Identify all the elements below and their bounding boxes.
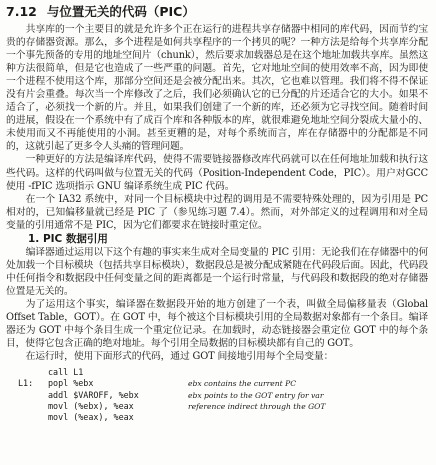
code-instruction: popl %ebx	[48, 378, 94, 389]
code-comment: reference indirect through the GOT	[188, 401, 326, 411]
code-instruction: call L1	[48, 367, 84, 378]
paragraph-ia32-calls: 在一个 IA32 系统中，对同一个目标模块中过程的调用是不需要特殊处理的，因为引用是 PC 相对的，已知偏移量就已经是 PIC 了（参见练习题 7.4）。然而，对外部定义的过程调用和对全局变量的引用通常不是 PIC，因为它们都要求在链接时重定位。	[6, 193, 428, 231]
code-line	[18, 367, 428, 378]
code-label	[18, 367, 48, 378]
assembly-code-block	[18, 367, 428, 423]
paragraph-pic-definition: 一种更好的方法是编译库代码，使得不需要链接器修改库代码就可以在任何地址加载和执行这些代码。这样的代码叫做与位置无关的代码（Position-Independent Code，PIC）。用户对GCC使用 -fPIC 选项指示 GNU 编译系统生成 PIC 代码。	[6, 154, 428, 192]
code-instruction: addl $VAROFF, %ebx	[48, 389, 139, 400]
section-title: 与位置无关的代码（PIC）	[46, 4, 195, 19]
code-instruction: movl (%ebx), %eax	[48, 400, 134, 411]
code-label: L1:	[18, 378, 34, 389]
paragraph-shared-library-purpose: 共享库的一个主要目的就是允许多个正在运行的进程共享存储器中相同的库代码，因而节约宝贵的存储器资源。那么，多个进程是如何共享程序的一个拷贝的呢？一种方法是给每个共享库分配一个事先预备的专用的地址空间片（chunk），然后要求加载器总是在这个地址加载共享库。虽然这种方法很简单，但是它也造成了一些严重的问题。首先，它对地址空间的使用效率不高，因为即使一个进程不使用这个库，那部分空间还是会被分配出来。其次，它也难以管理。我们将不得不保证没有片会重叠。每次当一个库修改了之后，我们必须确认它的已分配的片还适合它的大小。如果不适合了，必须找一个新的片。并且，如果我们创建了一个新的库，还必须为它寻找空间。随着时间的进展，假设在一个系统中有了成百个库和各种版本的库，就很难避免地址空间分裂成大量小的、未使用而又不再能使用的小洞。甚至更糟的是，对每个系统而言，库在存储器中的分配都是不同的，这就引起了更多令人头痛的管理问题。	[6, 24, 428, 153]
code-label	[18, 390, 48, 401]
code-line	[18, 390, 428, 401]
code-line	[18, 412, 428, 423]
code-comment: ebx contains the current PC	[188, 379, 296, 389]
code-line	[18, 401, 428, 412]
code-comment: ebx points to the GOT entry for var	[188, 390, 324, 400]
paragraph-data-segment-fact: 编译器通过运用以下这个有趣的事实来生成对全局变量的 PIC 引用：无论我们在存储器中的何处加载一个目标模块（包括共享目标模块），数据段总是被分配成紧随在代码段后面。因此，代码段中任何指令和数据段中任何变量之间的距离都是一个运行时常量，与代码段和数据段的绝对存储器位置是无关的。	[6, 246, 428, 297]
section-number: 7.12	[6, 4, 37, 19]
paragraph-runtime-reference: 在运行时，使用下面形式的代码，通过 GOT 间接地引用每个全局变量：	[25, 351, 334, 363]
code-label	[18, 412, 48, 423]
section-heading	[6, 4, 428, 20]
code-line	[18, 378, 428, 389]
code-label	[18, 401, 48, 412]
code-instruction: movl (%eax), %eax	[48, 411, 134, 422]
paragraph-got-description: 为了运用这个事实，编译器在数据段开始的地方创建了一个表，叫做全局偏移量表（Global Offset Table，GOT）。在 GOT 中，每个被这个目标模块引用的全局数据对象都有一个条目。编译器还为 GOT 中每个条目生成一个重定位记录。在加载时，动态链接器会重定位 GOT 中的每个条目，使得它包含正确的绝对地址。每个引用全局数据的目标模块都有自己的 GOT。	[6, 298, 428, 350]
subsection-heading: 1. PIC 数据引用	[28, 232, 108, 245]
